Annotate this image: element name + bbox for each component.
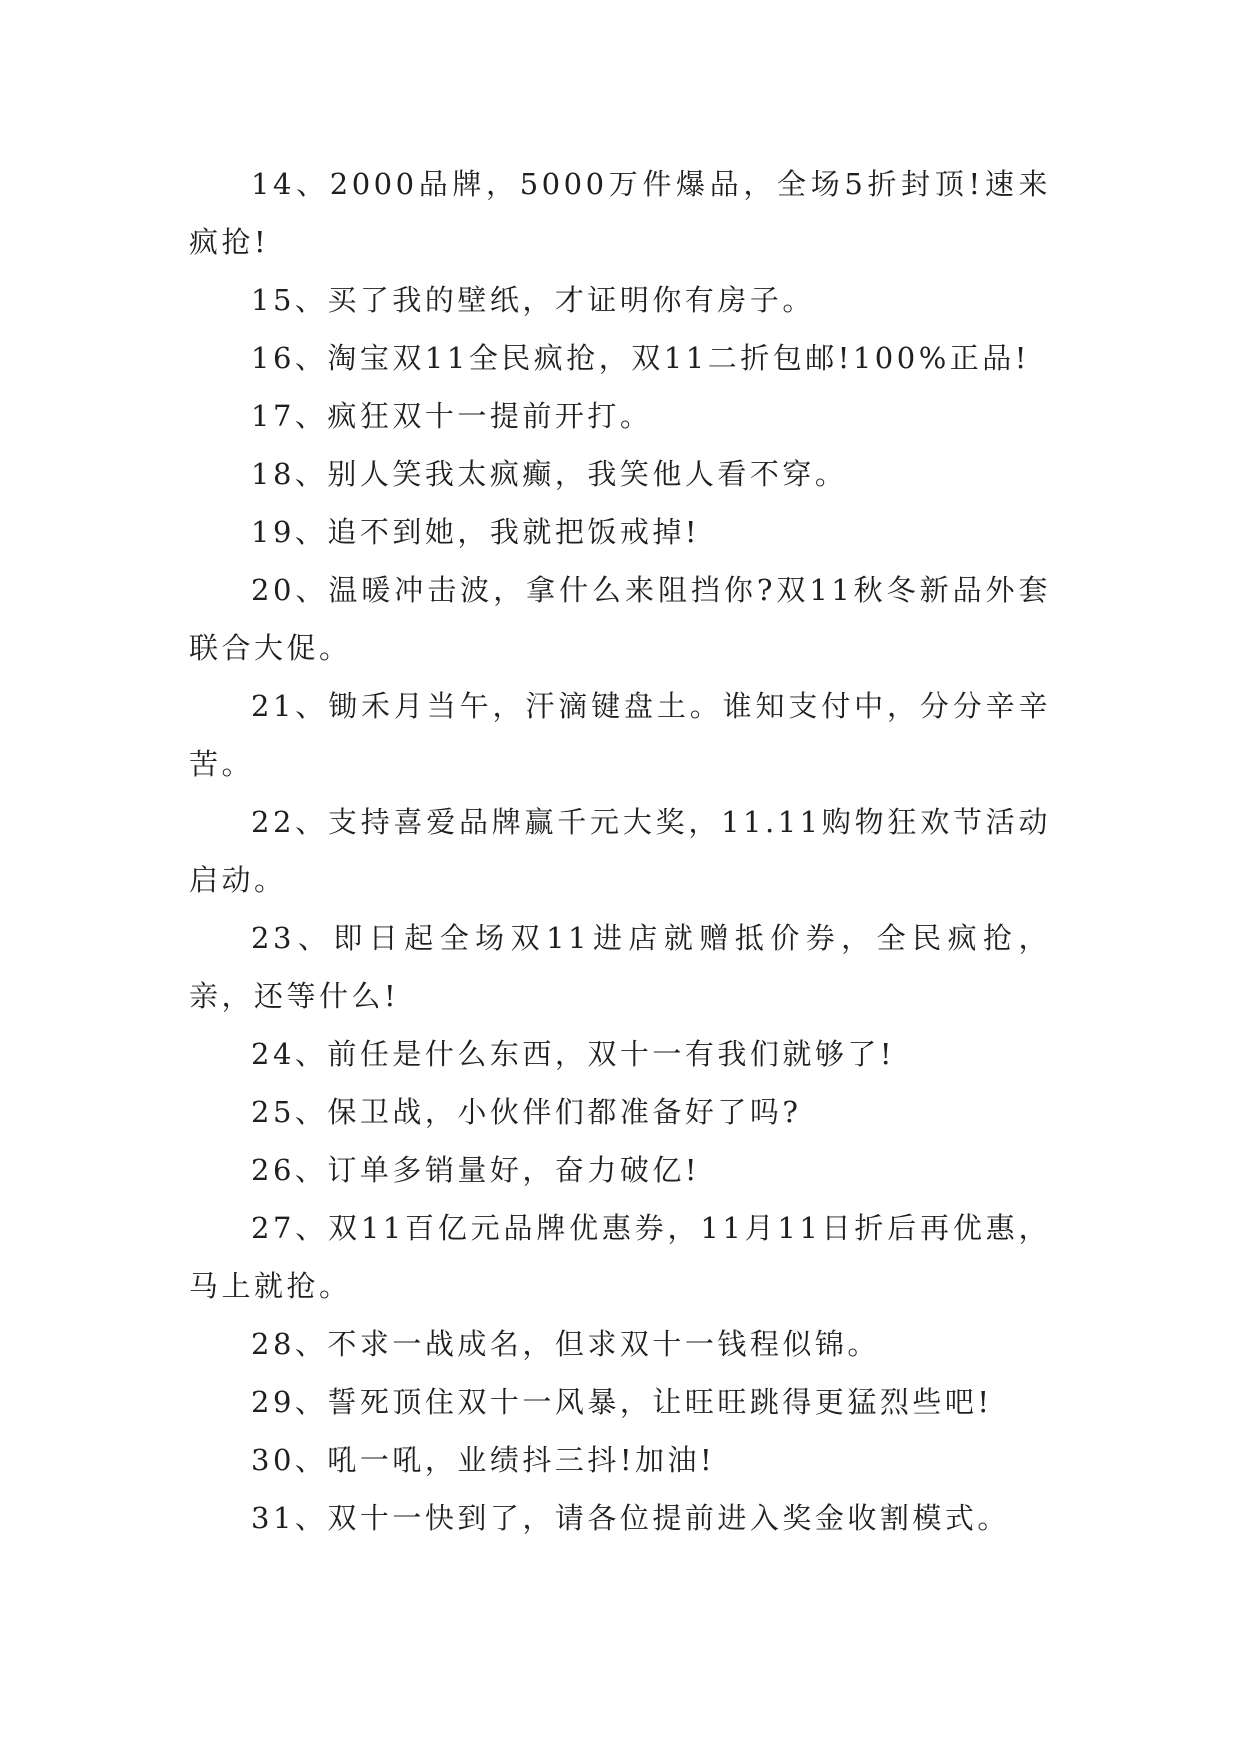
paragraph-26: 26、订单多销量好，奋力破亿! [251, 1153, 701, 1187]
document-body [189, 155, 1051, 1547]
paragraph-22: 22、支持喜爱品牌赢千元大奖，11.11购物狂欢节活动启动。 [189, 805, 1051, 897]
paragraph-29: 29、誓死顶住双十一风暴，让旺旺跳得更猛烈些吧! [251, 1385, 993, 1419]
paragraph-24: 24、前任是什么东西，双十一有我们就够了! [251, 1037, 896, 1071]
paragraph-30: 30、吼一吼，业绩抖三抖!加油! [251, 1443, 716, 1477]
paragraph-17: 17、疯狂双十一提前开打。 [251, 399, 653, 433]
paragraph-28: 28、不求一战成名，但求双十一钱程似锦。 [251, 1327, 880, 1361]
paragraph-16: 16、淘宝双11全民疯抢，双11二折包邮!100%正品! [251, 341, 1030, 375]
paragraph-19: 19、追不到她，我就把饭戒掉! [251, 515, 701, 549]
paragraph-21: 21、锄禾月当午，汗滴键盘土。谁知支付中，分分辛辛苦。 [189, 689, 1051, 781]
paragraph-31: 31、双十一快到了，请各位提前进入奖金收割模式。 [251, 1501, 1010, 1535]
paragraph-14: 14、2000品牌，5000万件爆品，全场5折封顶!速来疯抢! [189, 167, 1051, 259]
paragraph-23: 23、即日起全场双11进店就赠抵价券，全民疯抢，亲，还等什么! [189, 921, 1051, 1013]
paragraph-25: 25、保卫战，小伙伴们都准备好了吗? [251, 1095, 802, 1129]
paragraph-27: 27、双11百亿元品牌优惠券，11月11日折后再优惠，马上就抢。 [189, 1211, 1051, 1303]
paragraph-18: 18、别人笑我太疯癫，我笑他人看不穿。 [251, 457, 848, 491]
paragraph-15: 15、买了我的壁纸，才证明你有房子。 [251, 283, 815, 317]
paragraph-20: 20、温暖冲击波，拿什么来阻挡你?双11秋冬新品外套联合大促。 [189, 573, 1051, 665]
